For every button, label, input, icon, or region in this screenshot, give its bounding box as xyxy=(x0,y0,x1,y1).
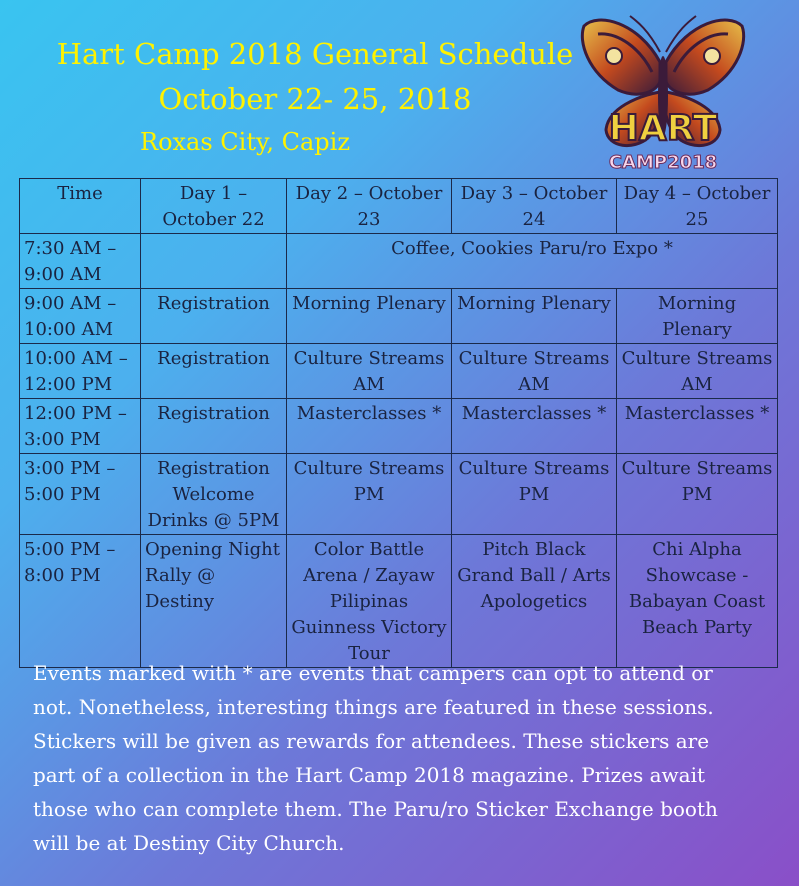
time-cell: 5:00 PM – 8:00 PM xyxy=(20,535,141,668)
day2-cell: Morning Plenary xyxy=(287,289,452,344)
day4-cell: Masterclasses * xyxy=(617,399,778,454)
table-row xyxy=(20,399,778,454)
table-row xyxy=(20,234,778,289)
day3-cell: Culture Streams AM xyxy=(452,344,617,399)
event-dates: October 22- 25, 2018 xyxy=(158,82,472,116)
day4-cell: Culture Streams PM xyxy=(617,454,778,535)
day2-cell: Masterclasses * xyxy=(287,399,452,454)
footnote-text: Events marked with * are events that campers can opt to attend or not. Nonetheless, interesting things are featured in these sessions. Stickers will be given as rewards for attendees. These stickers are part of a collection in the Hart Camp 2018 magazine. Prizes await those who can complete them. The Paru/ro Sticker Exchange booth will be at Destiny City Church. xyxy=(33,661,718,855)
day1-cell: Opening Night Rally @ Destiny xyxy=(141,535,287,668)
schedule-table xyxy=(19,178,778,668)
day4-cell: Culture Streams AM xyxy=(617,344,778,399)
table-row xyxy=(20,289,778,344)
table-row xyxy=(20,344,778,399)
table-row xyxy=(20,454,778,535)
time-cell: 7:30 AM – 9:00 AM xyxy=(20,234,141,289)
header-time: Time xyxy=(20,179,141,234)
shared-cell: Coffee, Cookies Paru/ro Expo * xyxy=(287,234,778,289)
header-day1: Day 1 – October 22 xyxy=(141,179,287,234)
hart-camp-logo xyxy=(578,12,748,178)
time-cell: 12:00 PM – 3:00 PM xyxy=(20,399,141,454)
day3-cell: Culture Streams PM xyxy=(452,454,617,535)
day3-cell: Pitch Black Grand Ball / Arts Apologetics xyxy=(452,535,617,668)
day1-cell: Registration Welcome Drinks @ 5PM xyxy=(141,454,287,535)
time-cell: 9:00 AM – 10:00 AM xyxy=(20,289,141,344)
page-title: Hart Camp 2018 General Schedule xyxy=(56,37,574,71)
time-cell: 10:00 AM – 12:00 PM xyxy=(20,344,141,399)
butterfly-icon xyxy=(578,12,748,178)
day4-cell: Chi Alpha Showcase - Babayan Coast Beach Party xyxy=(617,535,778,668)
table-row xyxy=(20,535,778,668)
day2-cell: Culture Streams AM xyxy=(287,344,452,399)
logo-hart-text: HART xyxy=(608,108,718,149)
table-header-row xyxy=(20,179,778,234)
day4-cell: Morning Plenary xyxy=(617,289,778,344)
day3-cell: Morning Plenary xyxy=(452,289,617,344)
time-cell: 3:00 PM – 5:00 PM xyxy=(20,454,141,535)
logo-camp-text: CAMP2018 xyxy=(608,152,718,173)
day3-cell: Masterclasses * xyxy=(452,399,617,454)
event-location: Roxas City, Capiz xyxy=(140,128,350,156)
header-day4: Day 4 – October 25 xyxy=(617,179,778,234)
day1-cell xyxy=(141,234,287,289)
day2-cell: Color Battle Arena / Zayaw Pilipinas Guinness Victory Tour xyxy=(287,535,452,668)
header-day2: Day 2 – October 23 xyxy=(287,179,452,234)
day1-cell: Registration xyxy=(141,344,287,399)
day1-cell: Registration xyxy=(141,289,287,344)
day2-cell: Culture Streams PM xyxy=(287,454,452,535)
day1-cell: Registration xyxy=(141,399,287,454)
header-day3: Day 3 – October 24 xyxy=(452,179,617,234)
